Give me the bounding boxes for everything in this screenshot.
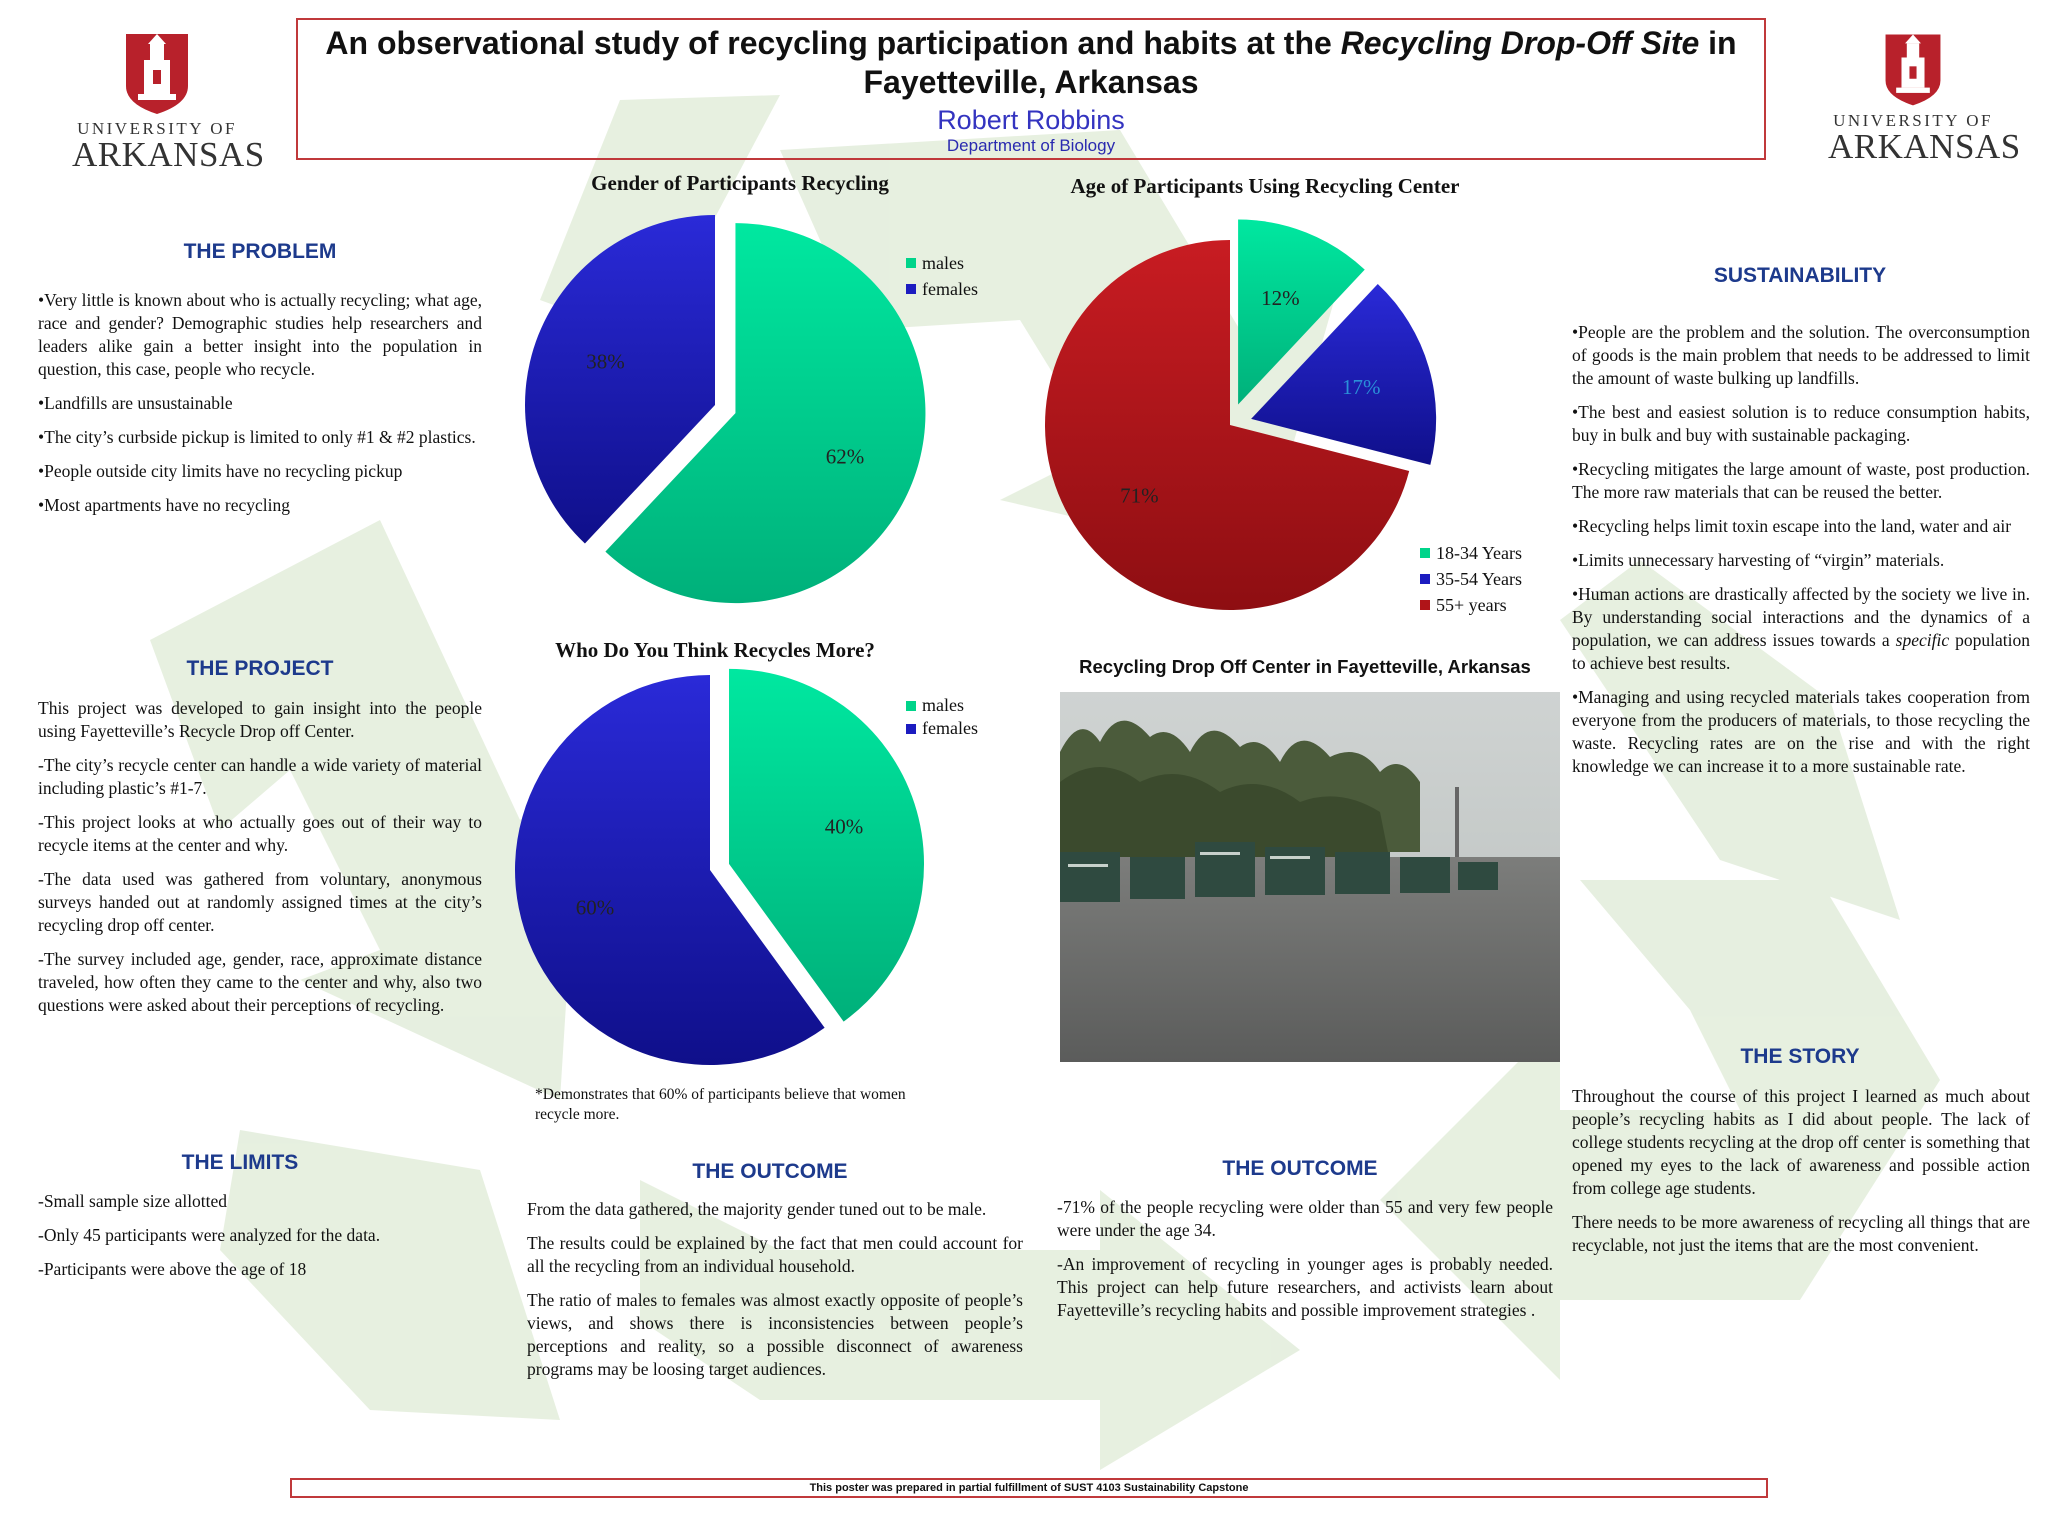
footer-note: This poster was prepared in partial fulfillment of SUST 4103 Sustainability Capstone	[290, 1478, 1768, 1498]
legend-item-males: males	[906, 694, 978, 717]
sustainability-item: •Recycling mitigates the large amount of waste, post production. The more raw materials that can be reused the better.	[1572, 459, 2030, 502]
outcome1-item: From the data gathered, the majority gender tuned out to be male.	[527, 1199, 987, 1219]
problem-item: •The city’s curbside pickup is limited to only #1 & #2 plastics.	[38, 427, 476, 447]
legend-item-females: females	[906, 717, 978, 740]
project-item: This project was developed to gain insight into the people using Fayetteville’s Recycle Drop off Center.	[38, 698, 482, 741]
pie-label-18-34-years: 12%	[1261, 285, 1300, 310]
sustainability-item: •Limits unnecessary harvesting of “virgin” materials.	[1572, 550, 1945, 570]
outcome2-heading: THE OUTCOME	[1222, 1157, 1378, 1180]
legend-item-18-34: 18-34 Years	[1420, 540, 1522, 566]
story-text	[1572, 1085, 2030, 1268]
project-heading: THE PROJECT	[186, 657, 334, 680]
problem-item: •Very little is known about who is actually recycling; what age, race and gender? Demographic studies help researchers and leaders alike gain a better insight into the population in question, this case, people who recycle.	[38, 290, 482, 379]
chart-age-pie	[1030, 200, 1480, 610]
chart-note: *Demonstrates that 60% of participants believe that women recycle more.	[535, 1086, 906, 1123]
limits-item: -Small sample size allotted	[38, 1191, 228, 1211]
legend-swatch	[1420, 574, 1430, 584]
chart-age-legend	[1420, 540, 1522, 618]
legend-item-35-54: 35-54 Years	[1420, 566, 1522, 592]
old-main-crest-icon	[1882, 30, 1944, 108]
legend-item-females: females	[906, 276, 978, 302]
legend-swatch	[1420, 600, 1430, 610]
story-heading: THE STORY	[1740, 1045, 1860, 1068]
legend-swatch	[1420, 548, 1430, 558]
problem-item: •Most apartments have no recycling	[38, 495, 291, 515]
problem-heading: THE PROBLEM	[183, 240, 337, 263]
legend-item-55-plus: 55+ years	[1420, 592, 1522, 618]
problem-text	[38, 289, 482, 528]
logo-line1: UNIVERSITY OF	[77, 119, 237, 138]
outcome2-item: -71% of the people recycling were older than 55 and very few people were under the age 34.	[1057, 1197, 1553, 1240]
sustainability-item: •The best and easiest solution is to reduce consumption habits, buy in bulk and buy with sustainable packaging.	[1572, 402, 2030, 445]
chart-gender-pie	[520, 200, 970, 610]
limits-heading: THE LIMITS	[181, 1151, 299, 1174]
photo-title: Recycling Drop Off Center in Fayetteville, Arkansas	[1079, 656, 1531, 677]
outcome2-text	[1057, 1196, 1553, 1333]
legend-swatch	[906, 701, 916, 711]
old-main-crest-icon	[122, 30, 192, 116]
author-name: Robert Robbins	[937, 105, 1125, 135]
logo-line2: ARKANSAS	[72, 135, 265, 174]
outcome2-item: -An improvement of recycling in younger ages is probably needed. This project can help future researchers, and activists learn about Fayetteville’s recycling habits and possible improvement strategies .	[1057, 1254, 1553, 1320]
pie-label-males: 62%	[825, 444, 865, 469]
pie-label-females: 60%	[575, 895, 615, 920]
legend-swatch	[906, 724, 916, 734]
chart-age-title: Age of Participants Using Recycling Center	[1070, 174, 1460, 198]
problem-item: •Landfills are unsustainable	[38, 393, 233, 413]
sustainability-item: •People are the problem and the solution. The overconsumption of goods is the main problem that needs to be addressed to limit the amount of waste bulking up landfills.	[1572, 322, 2030, 388]
story-item: There needs to be more awareness of recycling all things that are recyclable, not just the items that are the most convenient.	[1572, 1212, 2030, 1255]
project-item: -The data used was gathered from voluntary, anonymous surveys handed out at randomly assigned times at the city’s recycling drop off center.	[38, 869, 482, 935]
university-logo-right	[1828, 30, 2021, 166]
chart-perception-legend	[906, 694, 978, 740]
recycling-center-photo	[1060, 692, 1560, 1062]
outcome1-text	[527, 1198, 1023, 1392]
legend-swatch	[906, 284, 916, 294]
pie-label-35-54-years: 17%	[1342, 374, 1381, 399]
chart-gender-title: Gender of Participants Recycling	[591, 171, 889, 195]
poster-title: An observational study of recycling participation and habits at the Recycling Drop-Off Site in Fayetteville, Arkansas	[325, 25, 1737, 100]
legend-item-males: males	[906, 250, 978, 276]
logo-line2: ARKANSAS	[1828, 127, 2021, 166]
university-logo-left	[72, 30, 265, 174]
outcome1-item: The ratio of males to females was almost exactly opposite of people’s views, and shows there is inconsistencies between people’s perceptions and reality, so a possible disconnect of awareness programs may be loosing target audiences.	[527, 1290, 1023, 1379]
pie-label-females: 38%	[586, 349, 625, 374]
story-item: Throughout the course of this project I learned as much about people’s recycling habits as I did about people. The lack of college students recycling at the drop off center is something that opened my eyes to the lack of awareness and possible action from college age students.	[1572, 1086, 2030, 1198]
outcome1-item: The results could be explained by the fact that men could account for all the recycling from an individual household.	[527, 1233, 1023, 1276]
outcome1-heading: THE OUTCOME	[692, 1160, 848, 1183]
pie-label-55-years: 71%	[1120, 483, 1159, 508]
problem-item: •People outside city limits have no recycling pickup	[38, 461, 403, 481]
project-item: -The city’s recycle center can handle a wide variety of material including plastic’s #1-7.	[38, 755, 482, 798]
sustainability-heading: SUSTAINABILITY	[1713, 264, 1887, 287]
limits-text	[38, 1190, 482, 1292]
pie-label-males: 40%	[824, 814, 864, 839]
project-item: -This project looks at who actually goes out of their way to recycle items at the center and why.	[38, 812, 482, 855]
sustainability-item: •Recycling helps limit toxin escape into the land, water and air	[1572, 516, 2012, 536]
logo-line1: UNIVERSITY OF	[1833, 111, 1993, 130]
project-text	[38, 697, 482, 1028]
sustainability-text	[1572, 321, 2030, 789]
sustainability-item: •Human actions are drastically affected by the society we live in. By understanding social interactions and the dynamics of a population, we can address issues towards a specific population to achieve best results.	[1572, 584, 2030, 673]
chart-perception-title: Who Do You Think Recycles More?	[555, 638, 875, 662]
sustainability-item: •Managing and using recycled materials takes cooperation from everyone from the producers of materials, to those recycling the waste. Recycling rates are on the rise and with the right knowledge we can increase it to a more sustainable rate.	[1572, 687, 2030, 776]
limits-item: -Participants were above the age of 18	[38, 1259, 307, 1279]
title-box	[296, 18, 1766, 160]
chart-gender-legend	[906, 250, 978, 302]
legend-swatch	[906, 258, 916, 268]
department: Department of Biology	[946, 136, 1116, 155]
chart-perception-pie	[510, 660, 960, 1080]
project-item: -The survey included age, gender, race, approximate distance traveled, how often they came to the center and why, also two questions were asked about their perceptions of recycling.	[38, 949, 482, 1015]
limits-item: -Only 45 participants were analyzed for the data.	[38, 1225, 381, 1245]
